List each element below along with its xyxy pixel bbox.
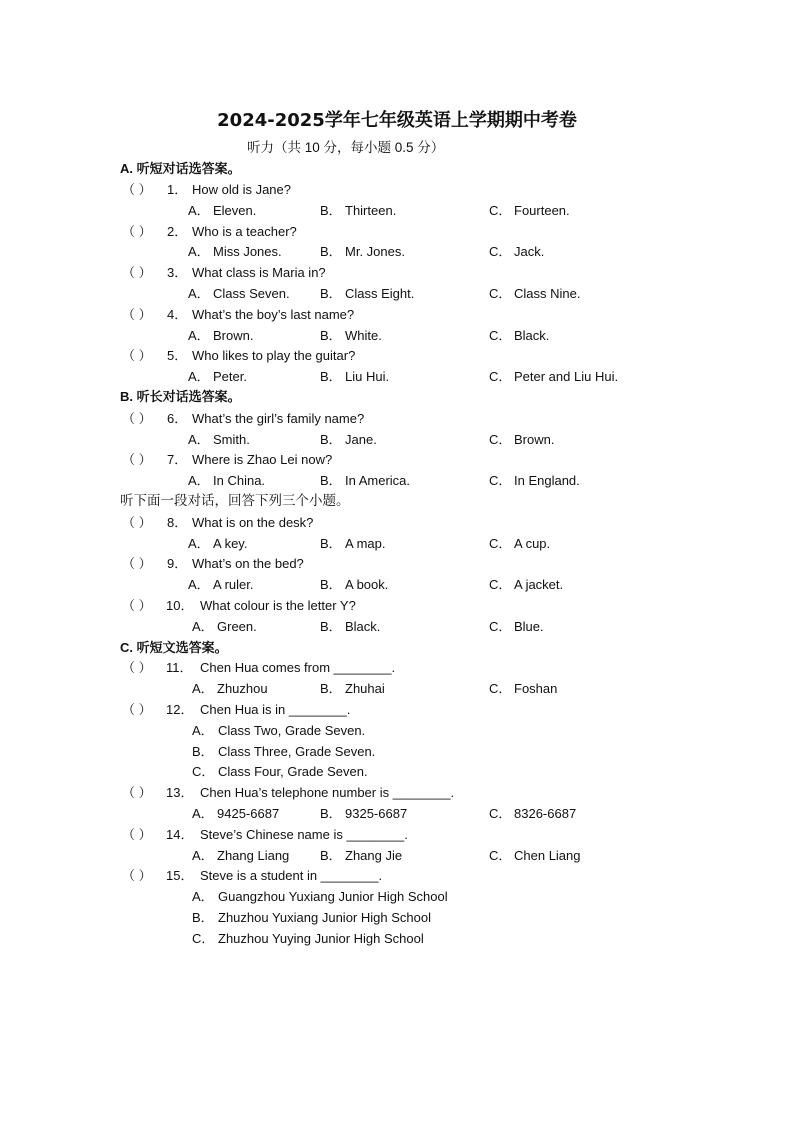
option-text: Blue. bbox=[514, 619, 544, 634]
question-text: What colour is the letter Y? bbox=[200, 598, 356, 613]
answer-blank[interactable]: （ ） bbox=[122, 785, 152, 800]
option-letter: C． bbox=[489, 806, 512, 821]
option-letter: C． bbox=[489, 244, 512, 259]
option-letter: A． bbox=[188, 536, 210, 551]
option-text: Black. bbox=[345, 619, 381, 634]
option-letter: A． bbox=[188, 432, 210, 447]
option-text: Foshan bbox=[514, 681, 558, 696]
option-letter: B． bbox=[192, 744, 214, 759]
instruction-text: 听下面一段对话，回答下列三个小题。 bbox=[120, 493, 350, 508]
question-text: Steve’s Chinese name is ________. bbox=[200, 827, 408, 842]
question-text: What is on the desk? bbox=[192, 515, 314, 530]
option-text: Class Four, Grade Seven. bbox=[218, 764, 368, 779]
option-text: 9425-6687 bbox=[217, 806, 280, 821]
option-text: Eleven. bbox=[213, 203, 257, 218]
question-number: 3． bbox=[167, 265, 188, 280]
option-text: Brown. bbox=[514, 432, 555, 447]
option-letter: B． bbox=[320, 619, 342, 634]
option-letter: A． bbox=[188, 203, 210, 218]
option-letter: C． bbox=[489, 473, 512, 488]
option-text: Guangzhou Yuxiang Junior High School bbox=[218, 889, 448, 904]
option-text: A jacket. bbox=[514, 577, 564, 592]
answer-blank[interactable]: （ ） bbox=[122, 702, 152, 717]
option-letter: B． bbox=[320, 244, 342, 259]
option-letter: B． bbox=[320, 681, 342, 696]
section-header: A. 听短对话选答案。 bbox=[120, 161, 241, 176]
question-text: Chen Hua comes from ________. bbox=[200, 660, 396, 675]
option-text: 8326-6687 bbox=[514, 806, 577, 821]
option-text: Jack. bbox=[514, 244, 545, 259]
option-letter: C． bbox=[489, 577, 512, 592]
question-number: 13． bbox=[166, 785, 194, 800]
option-letter: C． bbox=[489, 619, 512, 634]
option-text: Black. bbox=[514, 328, 550, 343]
question-text: Chen Hua is in ________. bbox=[200, 702, 351, 717]
listening-subtitle: 听力（共 10 分，每小题 0.5 分） bbox=[247, 140, 445, 155]
option-letter: A． bbox=[188, 473, 210, 488]
option-letter: B． bbox=[320, 536, 342, 551]
question-text: What class is Maria in? bbox=[192, 265, 326, 280]
option-letter: A． bbox=[188, 286, 210, 301]
option-letter: A． bbox=[192, 619, 214, 634]
option-letter: C． bbox=[489, 536, 512, 551]
option-letter: A． bbox=[188, 244, 210, 259]
option-text: Jane. bbox=[345, 432, 377, 447]
question-text: Steve is a student in ________. bbox=[200, 868, 383, 883]
option-text: White. bbox=[345, 328, 382, 343]
option-text: A book. bbox=[345, 577, 389, 592]
option-text: Miss Jones. bbox=[213, 244, 282, 259]
option-text: Smith. bbox=[213, 432, 250, 447]
option-letter: C． bbox=[489, 286, 512, 301]
question-text: What’s the girl’s family name? bbox=[192, 411, 365, 426]
option-letter: B． bbox=[320, 577, 342, 592]
question-number: 14． bbox=[166, 827, 194, 842]
option-letter: B． bbox=[320, 848, 342, 863]
option-text: In America. bbox=[345, 473, 411, 488]
question-number: 12． bbox=[166, 702, 194, 717]
answer-blank[interactable]: （ ） bbox=[122, 182, 152, 197]
option-letter: C． bbox=[489, 369, 512, 384]
answer-blank[interactable]: （ ） bbox=[122, 598, 152, 613]
question-number: 5． bbox=[167, 348, 188, 363]
answer-blank[interactable]: （ ） bbox=[122, 556, 152, 571]
option-text: Class Nine. bbox=[514, 286, 581, 301]
option-letter: C． bbox=[489, 432, 512, 447]
answer-blank[interactable]: （ ） bbox=[122, 515, 152, 530]
question-number: 1． bbox=[167, 182, 188, 197]
option-text: Peter and Liu Hui. bbox=[514, 369, 619, 384]
option-text: Zhuzhou bbox=[217, 681, 268, 696]
answer-blank[interactable]: （ ） bbox=[122, 348, 152, 363]
option-text: Zhang Liang bbox=[217, 848, 290, 863]
option-letter: B． bbox=[320, 328, 342, 343]
answer-blank[interactable]: （ ） bbox=[122, 265, 152, 280]
option-text: Class Two, Grade Seven. bbox=[218, 723, 366, 738]
option-text: Thirteen. bbox=[345, 203, 397, 218]
option-text: Mr. Jones. bbox=[345, 244, 405, 259]
question-text: Who is a teacher? bbox=[192, 224, 297, 239]
question-text: Chen Hua’s telephone number is ________. bbox=[200, 785, 455, 800]
option-letter: B． bbox=[320, 473, 342, 488]
question-number: 7． bbox=[167, 452, 188, 467]
option-letter: B． bbox=[320, 286, 342, 301]
option-letter: B． bbox=[320, 806, 342, 821]
option-text: Zhuhai bbox=[345, 681, 385, 696]
option-letter: A． bbox=[192, 681, 214, 696]
answer-blank[interactable]: （ ） bbox=[122, 452, 152, 467]
option-text: Class Three, Grade Seven. bbox=[218, 744, 376, 759]
answer-blank[interactable]: （ ） bbox=[122, 224, 152, 239]
option-text: Brown. bbox=[213, 328, 254, 343]
option-text: Class Eight. bbox=[345, 286, 415, 301]
option-letter: A． bbox=[192, 806, 214, 821]
question-text: What’s on the bed? bbox=[192, 556, 304, 571]
option-text: Zhuzhou Yuying Junior High School bbox=[218, 931, 424, 946]
option-text: A ruler. bbox=[213, 577, 254, 592]
option-letter: B． bbox=[320, 369, 342, 384]
option-letter: A． bbox=[192, 889, 214, 904]
option-letter: C． bbox=[192, 931, 215, 946]
question-text: Where is Zhao Lei now? bbox=[192, 452, 333, 467]
option-letter: C． bbox=[192, 764, 215, 779]
option-letter: B． bbox=[320, 432, 342, 447]
option-text: Green. bbox=[217, 619, 257, 634]
option-text: In England. bbox=[514, 473, 580, 488]
option-letter: C． bbox=[489, 681, 512, 696]
option-text: Chen Liang bbox=[514, 848, 581, 863]
question-number: 10． bbox=[166, 598, 194, 613]
page-title: 2024-2025学年七年级英语上学期期中考卷 bbox=[217, 110, 577, 131]
question-number: 2． bbox=[167, 224, 188, 239]
option-letter: C． bbox=[489, 328, 512, 343]
option-text: Fourteen. bbox=[514, 203, 570, 218]
section-header: C. 听短文选答案。 bbox=[120, 640, 228, 655]
question-text: Who likes to play the guitar? bbox=[192, 348, 356, 363]
option-text: A cup. bbox=[514, 536, 551, 551]
question-number: 6． bbox=[167, 411, 188, 426]
option-text: Zhuzhou Yuxiang Junior High School bbox=[218, 910, 431, 925]
option-letter: B． bbox=[192, 910, 214, 925]
option-text: A map. bbox=[345, 536, 386, 551]
option-text: A key. bbox=[213, 536, 248, 551]
question-number: 9． bbox=[167, 556, 188, 571]
option-letter: A． bbox=[192, 723, 214, 738]
option-text: Peter. bbox=[213, 369, 247, 384]
question-text: What’s the boy’s last name? bbox=[192, 307, 355, 322]
question-text: How old is Jane? bbox=[192, 182, 291, 197]
option-letter: A． bbox=[188, 328, 210, 343]
answer-blank[interactable]: （ ） bbox=[122, 307, 152, 322]
answer-blank[interactable]: （ ） bbox=[122, 827, 152, 842]
section-header: B. 听长对话选答案。 bbox=[120, 389, 241, 404]
option-letter: A． bbox=[188, 577, 210, 592]
answer-blank[interactable]: （ ） bbox=[122, 868, 152, 883]
answer-blank[interactable]: （ ） bbox=[122, 660, 152, 675]
option-letter: A． bbox=[192, 848, 214, 863]
option-letter: C． bbox=[489, 203, 512, 218]
option-text: Class Seven. bbox=[213, 286, 290, 301]
answer-blank[interactable]: （ ） bbox=[122, 411, 152, 426]
question-number: 11． bbox=[166, 660, 193, 675]
option-text: Liu Hui. bbox=[345, 369, 390, 384]
option-letter: A． bbox=[188, 369, 210, 384]
question-number: 4． bbox=[167, 307, 188, 322]
option-text: 9325-6687 bbox=[345, 806, 408, 821]
option-text: Zhang Jie bbox=[345, 848, 403, 863]
question-number: 8． bbox=[167, 515, 188, 530]
option-letter: C． bbox=[489, 848, 512, 863]
option-text: In China. bbox=[213, 473, 266, 488]
question-number: 15． bbox=[166, 868, 194, 883]
option-letter: B． bbox=[320, 203, 342, 218]
